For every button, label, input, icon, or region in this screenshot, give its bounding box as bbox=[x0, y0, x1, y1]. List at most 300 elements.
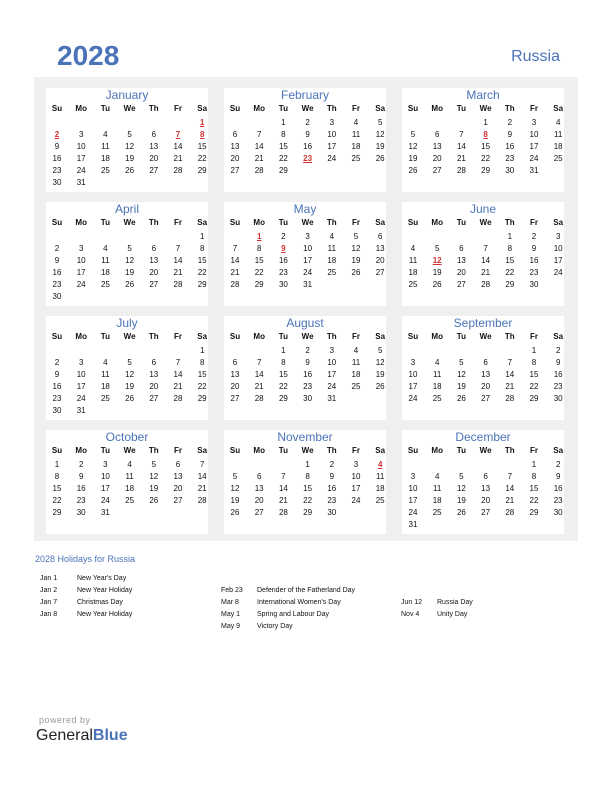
day-cell: 17 bbox=[76, 154, 86, 163]
holiday-date: May 1 bbox=[221, 611, 241, 618]
day-cell: 7 bbox=[281, 472, 286, 481]
day-cell: 4 bbox=[353, 118, 359, 127]
weekday-header: Sa bbox=[197, 446, 208, 455]
month-name: July bbox=[116, 316, 138, 330]
day-cell: 22 bbox=[529, 496, 539, 505]
weekday-header: We bbox=[479, 446, 492, 455]
day-cell: 25 bbox=[375, 496, 385, 505]
day-cell: 24 bbox=[408, 508, 418, 517]
day-cell: 5 bbox=[232, 472, 238, 481]
day-cell: 23 bbox=[278, 268, 288, 277]
month-january bbox=[46, 88, 208, 192]
day-cell: 21 bbox=[254, 382, 264, 391]
day-cell: 2 bbox=[78, 460, 84, 469]
day-cell: 19 bbox=[408, 154, 418, 163]
day-cell: 8 bbox=[281, 130, 286, 139]
holiday-name: Victory Day bbox=[257, 623, 293, 630]
weekday-header: Fr bbox=[352, 446, 360, 455]
weekday-header: Tu bbox=[278, 332, 288, 341]
weekday-header: Tu bbox=[456, 332, 466, 341]
day-cell: 21 bbox=[278, 496, 288, 505]
day-cell: 15 bbox=[254, 256, 264, 265]
day-cell: 16 bbox=[553, 484, 563, 493]
day-cell: 4 bbox=[353, 346, 359, 355]
holiday-name: Unity Day bbox=[437, 611, 468, 618]
weekday-header: Fr bbox=[174, 104, 182, 113]
month-may bbox=[224, 202, 386, 306]
day-cell: 9 bbox=[54, 142, 60, 151]
month-march bbox=[402, 88, 564, 192]
day-cell: 11 bbox=[327, 244, 336, 253]
day-cell: 1 bbox=[305, 460, 310, 469]
day-cell: 10 bbox=[76, 256, 86, 265]
day-cell: 27 bbox=[230, 394, 240, 403]
day-cell: 31 bbox=[76, 406, 86, 415]
day-cell: 18 bbox=[100, 382, 110, 391]
day-cell: 1 bbox=[507, 232, 513, 241]
day-cell: 6 bbox=[151, 244, 157, 253]
weekday-header: Th bbox=[148, 218, 159, 227]
day-cell: 29 bbox=[529, 394, 539, 403]
day-cell: 27 bbox=[254, 508, 264, 517]
day-cell: 8 bbox=[305, 472, 310, 481]
day-cell: 24 bbox=[303, 268, 313, 277]
weekday-header: Fr bbox=[174, 332, 182, 341]
day-cell: 16 bbox=[278, 256, 288, 265]
day-cell: 3 bbox=[78, 244, 84, 253]
day-cell: 12 bbox=[408, 142, 418, 151]
day-cell: 12 bbox=[456, 370, 466, 379]
day-cell: 3 bbox=[555, 232, 561, 241]
day-cell: 23 bbox=[553, 382, 563, 391]
day-cell: 17 bbox=[553, 256, 563, 265]
weekday-header: Th bbox=[148, 446, 159, 455]
day-cell: 15 bbox=[197, 370, 207, 379]
day-cell: 8 bbox=[531, 358, 537, 367]
weekday-header: Th bbox=[504, 218, 515, 227]
weekday-header: Su bbox=[407, 218, 419, 227]
day-cell: 27 bbox=[481, 394, 491, 403]
holiday-date: May 9 bbox=[221, 623, 241, 630]
day-cell: 21 bbox=[173, 382, 183, 391]
day-cell: 11 bbox=[408, 256, 418, 265]
weekday-header: Tu bbox=[278, 446, 288, 455]
day-cell: 1 bbox=[54, 460, 60, 469]
day-cell: 8 bbox=[256, 244, 262, 253]
weekday-header: Mo bbox=[431, 218, 443, 227]
weekday-header: Th bbox=[326, 332, 337, 341]
day-cell: 26 bbox=[375, 154, 385, 163]
day-cell: 2 bbox=[54, 358, 60, 367]
day-cell: 29 bbox=[197, 280, 207, 289]
month-name: December bbox=[455, 430, 511, 444]
day-cell: 25 bbox=[553, 154, 563, 163]
day-cell: 23 bbox=[505, 154, 515, 163]
day-cell: 21 bbox=[230, 268, 240, 277]
weekday-header: Tu bbox=[100, 218, 110, 227]
day-cell: 30 bbox=[52, 292, 62, 301]
day-cell: 11 bbox=[433, 370, 442, 379]
day-cell: 25 bbox=[125, 496, 135, 505]
day-cell: 26 bbox=[456, 508, 466, 517]
weekday-header: Mo bbox=[253, 332, 265, 341]
month-december bbox=[402, 430, 564, 534]
day-cell: 6 bbox=[434, 130, 440, 139]
day-cell: 11 bbox=[351, 130, 361, 139]
day-cell: 24 bbox=[100, 496, 110, 505]
weekday-header: Su bbox=[229, 332, 241, 341]
day-cell: 22 bbox=[197, 268, 207, 277]
day-cell: 29 bbox=[529, 508, 539, 517]
weekday-header: Fr bbox=[530, 104, 538, 113]
day-cell: 21 bbox=[481, 268, 491, 277]
day-cell: 14 bbox=[254, 142, 264, 151]
day-cell: 15 bbox=[197, 256, 207, 265]
day-cell: 24 bbox=[76, 166, 86, 175]
day-cell: 15 bbox=[303, 484, 313, 493]
weekday-header: We bbox=[301, 332, 314, 341]
day-cell: 18 bbox=[432, 382, 442, 391]
weekday-header: Su bbox=[51, 446, 63, 455]
weekday-header: Th bbox=[326, 446, 337, 455]
holiday-day: 2 bbox=[54, 130, 60, 139]
weekday-header: Sa bbox=[375, 218, 386, 227]
day-cell: 25 bbox=[100, 166, 110, 175]
day-cell: 24 bbox=[327, 154, 337, 163]
day-cell: 24 bbox=[529, 154, 539, 163]
weekday-header: Su bbox=[229, 446, 241, 455]
day-cell: 20 bbox=[456, 268, 466, 277]
weekday-header: Sa bbox=[375, 332, 386, 341]
day-cell: 2 bbox=[555, 346, 561, 355]
day-cell: 28 bbox=[254, 394, 264, 403]
day-cell: 3 bbox=[305, 232, 310, 241]
day-cell: 16 bbox=[52, 268, 62, 277]
day-cell: 12 bbox=[456, 484, 466, 493]
day-cell: 12 bbox=[230, 484, 240, 493]
day-cell: 29 bbox=[52, 508, 62, 517]
day-cell: 16 bbox=[529, 256, 539, 265]
day-cell: 9 bbox=[54, 256, 60, 265]
day-cell: 26 bbox=[456, 394, 466, 403]
day-cell: 30 bbox=[505, 166, 515, 175]
day-cell: 28 bbox=[505, 394, 515, 403]
weekday-header: Fr bbox=[352, 332, 360, 341]
day-cell: 25 bbox=[408, 280, 418, 289]
holiday-name: New Year Holiday bbox=[77, 611, 133, 618]
holiday-name: Defender of the Fatherland Day bbox=[257, 587, 356, 594]
day-cell: 20 bbox=[481, 382, 491, 391]
day-cell: 18 bbox=[100, 154, 110, 163]
weekday-header: We bbox=[123, 104, 136, 113]
day-cell: 16 bbox=[76, 484, 86, 493]
day-cell: 12 bbox=[125, 142, 135, 151]
day-cell: 7 bbox=[175, 358, 181, 367]
holiday-name: Spring and Labour Day bbox=[257, 611, 329, 618]
day-cell: 2 bbox=[329, 460, 335, 469]
day-cell: 22 bbox=[481, 154, 491, 163]
day-cell: 5 bbox=[377, 346, 383, 355]
month-july bbox=[46, 316, 208, 420]
day-cell: 15 bbox=[481, 142, 491, 151]
day-cell: 21 bbox=[173, 154, 183, 163]
day-cell: 27 bbox=[149, 280, 159, 289]
day-cell: 26 bbox=[408, 166, 418, 175]
day-cell: 21 bbox=[505, 382, 515, 391]
day-cell: 18 bbox=[351, 370, 361, 379]
day-cell: 28 bbox=[197, 496, 207, 505]
day-cell: 17 bbox=[100, 484, 110, 493]
day-cell: 3 bbox=[353, 460, 359, 469]
day-cell: 19 bbox=[351, 256, 361, 265]
day-cell: 10 bbox=[327, 358, 337, 367]
day-cell: 6 bbox=[151, 130, 157, 139]
holiday-day: 1 bbox=[199, 118, 205, 127]
day-cell: 26 bbox=[432, 280, 442, 289]
day-cell: 16 bbox=[52, 382, 62, 391]
month-name: October bbox=[105, 430, 149, 444]
weekday-header: We bbox=[123, 446, 136, 455]
day-cell: 7 bbox=[507, 472, 513, 481]
month-name: June bbox=[469, 202, 497, 216]
day-cell: 12 bbox=[351, 244, 361, 253]
day-cell: 10 bbox=[76, 370, 86, 379]
day-cell: 4 bbox=[434, 358, 440, 367]
month-september bbox=[402, 316, 564, 420]
day-cell: 27 bbox=[375, 268, 385, 277]
day-cell: 6 bbox=[232, 130, 238, 139]
day-cell: 3 bbox=[531, 118, 537, 127]
day-cell: 28 bbox=[173, 394, 183, 403]
day-cell: 6 bbox=[232, 358, 238, 367]
weekday-header: Fr bbox=[174, 446, 182, 455]
weekday-header: Tu bbox=[100, 332, 110, 341]
day-cell: 25 bbox=[100, 280, 110, 289]
day-cell: 5 bbox=[127, 244, 132, 253]
day-cell: 5 bbox=[151, 460, 157, 469]
day-cell: 16 bbox=[553, 370, 563, 379]
day-cell: 21 bbox=[254, 154, 264, 163]
holiday-date: Jan 7 bbox=[40, 599, 58, 606]
day-cell: 27 bbox=[173, 496, 183, 505]
day-cell: 23 bbox=[553, 496, 563, 505]
day-cell: 10 bbox=[529, 130, 539, 139]
day-cell: 29 bbox=[303, 508, 313, 517]
day-cell: 22 bbox=[197, 382, 207, 391]
day-cell: 3 bbox=[78, 358, 84, 367]
weekday-header: Mo bbox=[75, 218, 87, 227]
holiday-day: 8 bbox=[483, 130, 488, 139]
day-cell: 16 bbox=[52, 154, 62, 163]
day-cell: 10 bbox=[351, 472, 361, 481]
weekday-header: Tu bbox=[100, 104, 110, 113]
holiday-date: Jan 2 bbox=[40, 587, 58, 594]
day-cell: 14 bbox=[230, 256, 240, 265]
day-cell: 26 bbox=[149, 496, 159, 505]
brand-blue: Blue bbox=[92, 727, 128, 744]
day-cell: 25 bbox=[351, 154, 361, 163]
holiday-name: Russia Day bbox=[437, 599, 473, 606]
day-cell: 27 bbox=[230, 166, 240, 175]
day-cell: 17 bbox=[408, 382, 418, 391]
month-name: May bbox=[293, 202, 317, 216]
day-cell: 2 bbox=[281, 232, 286, 241]
day-cell: 1 bbox=[199, 232, 205, 241]
day-cell: 2 bbox=[305, 118, 310, 127]
day-cell: 20 bbox=[432, 154, 442, 163]
day-cell: 4 bbox=[103, 130, 108, 139]
day-cell: 11 bbox=[125, 472, 134, 481]
weekday-header: Th bbox=[504, 446, 515, 455]
day-cell: 20 bbox=[230, 382, 240, 391]
day-cell: 18 bbox=[327, 256, 337, 265]
weekday-header: We bbox=[123, 218, 136, 227]
day-cell: 5 bbox=[127, 358, 132, 367]
day-cell: 28 bbox=[456, 166, 466, 175]
weekday-header: Sa bbox=[375, 446, 386, 455]
day-cell: 11 bbox=[433, 484, 442, 493]
day-cell: 11 bbox=[554, 130, 563, 139]
month-name: April bbox=[114, 202, 139, 216]
month-june bbox=[402, 202, 564, 306]
weekday-header: Mo bbox=[75, 104, 87, 113]
day-cell: 27 bbox=[432, 166, 442, 175]
holiday-date: Mar 8 bbox=[221, 599, 239, 606]
day-cell: 18 bbox=[553, 142, 563, 151]
weekday-header: Th bbox=[326, 104, 337, 113]
weekday-header: Mo bbox=[431, 104, 443, 113]
day-cell: 30 bbox=[52, 406, 62, 415]
day-cell: 11 bbox=[101, 370, 110, 379]
day-cell: 5 bbox=[459, 472, 464, 481]
weekday-header: We bbox=[479, 218, 492, 227]
day-cell: 30 bbox=[553, 508, 563, 517]
day-cell: 19 bbox=[125, 154, 135, 163]
weekday-header: Th bbox=[504, 332, 515, 341]
holiday-date: Jun 12 bbox=[401, 599, 423, 606]
day-cell: 16 bbox=[303, 142, 313, 151]
day-cell: 19 bbox=[375, 142, 385, 151]
day-cell: 10 bbox=[408, 484, 418, 493]
day-cell: 18 bbox=[432, 496, 442, 505]
day-cell: 15 bbox=[52, 484, 62, 493]
holiday-day: 4 bbox=[377, 460, 383, 469]
day-cell: 10 bbox=[408, 370, 418, 379]
day-cell: 4 bbox=[127, 460, 132, 469]
day-cell: 27 bbox=[481, 508, 491, 517]
day-cell: 24 bbox=[76, 280, 86, 289]
day-cell: 22 bbox=[303, 496, 313, 505]
holiday-date: Jan 1 bbox=[40, 575, 58, 582]
day-cell: 3 bbox=[410, 472, 416, 481]
day-cell: 14 bbox=[197, 472, 207, 481]
holiday-day: 9 bbox=[281, 244, 286, 253]
day-cell: 6 bbox=[459, 244, 464, 253]
month-name: September bbox=[453, 316, 513, 330]
day-cell: 31 bbox=[529, 166, 539, 175]
day-cell: 1 bbox=[199, 346, 205, 355]
day-cell: 13 bbox=[230, 142, 240, 151]
month-august bbox=[224, 316, 386, 420]
day-cell: 12 bbox=[125, 370, 135, 379]
weekday-header: Mo bbox=[431, 332, 443, 341]
day-cell: 25 bbox=[432, 508, 442, 517]
weekday-header: Su bbox=[51, 218, 63, 227]
day-cell: 31 bbox=[100, 508, 110, 517]
holiday-day: 7 bbox=[175, 130, 181, 139]
day-cell: 7 bbox=[507, 358, 513, 367]
day-cell: 31 bbox=[327, 394, 337, 403]
day-cell: 13 bbox=[149, 256, 159, 265]
weekday-header: Tu bbox=[456, 104, 466, 113]
day-cell: 24 bbox=[553, 268, 563, 277]
day-cell: 13 bbox=[230, 370, 240, 379]
day-cell: 12 bbox=[149, 472, 159, 481]
day-cell: 8 bbox=[54, 472, 60, 481]
weekday-header: Mo bbox=[253, 446, 265, 455]
holiday-name: New Year Holiday bbox=[77, 587, 133, 594]
generalblue-logo bbox=[36, 727, 128, 745]
day-cell: 5 bbox=[459, 358, 464, 367]
weekday-header: Su bbox=[51, 332, 63, 341]
day-cell: 5 bbox=[377, 118, 383, 127]
day-cell: 22 bbox=[197, 154, 207, 163]
day-cell: 14 bbox=[173, 142, 183, 151]
weekday-header: Mo bbox=[253, 104, 265, 113]
day-cell: 15 bbox=[278, 142, 288, 151]
day-cell: 28 bbox=[230, 280, 240, 289]
day-cell: 9 bbox=[555, 472, 561, 481]
day-cell: 1 bbox=[531, 460, 537, 469]
holiday-date: Jan 8 bbox=[40, 611, 58, 618]
weekday-header: Su bbox=[229, 104, 241, 113]
day-cell: 2 bbox=[507, 118, 513, 127]
day-cell: 6 bbox=[483, 358, 488, 367]
day-cell: 9 bbox=[305, 358, 310, 367]
day-cell: 3 bbox=[78, 130, 84, 139]
day-cell: 9 bbox=[555, 358, 561, 367]
day-cell: 6 bbox=[377, 232, 383, 241]
day-cell: 17 bbox=[351, 484, 361, 493]
weekday-header: We bbox=[479, 332, 492, 341]
day-cell: 10 bbox=[553, 244, 563, 253]
weekday-header: Sa bbox=[553, 218, 564, 227]
weekday-header: We bbox=[301, 104, 314, 113]
day-cell: 23 bbox=[52, 166, 62, 175]
day-cell: 31 bbox=[408, 520, 418, 529]
day-cell: 14 bbox=[173, 256, 183, 265]
day-cell: 9 bbox=[78, 472, 84, 481]
weekday-header: Fr bbox=[530, 218, 538, 227]
day-cell: 23 bbox=[327, 496, 337, 505]
day-cell: 19 bbox=[432, 268, 442, 277]
day-cell: 6 bbox=[151, 358, 157, 367]
day-cell: 13 bbox=[481, 484, 491, 493]
day-cell: 26 bbox=[230, 508, 240, 517]
day-cell: 16 bbox=[505, 142, 515, 151]
day-cell: 14 bbox=[505, 484, 515, 493]
day-cell: 8 bbox=[199, 244, 205, 253]
weekday-header: Sa bbox=[553, 332, 564, 341]
day-cell: 17 bbox=[76, 268, 86, 277]
day-cell: 7 bbox=[199, 460, 205, 469]
month-name: January bbox=[105, 88, 149, 102]
holiday-day: 1 bbox=[256, 232, 262, 241]
day-cell: 18 bbox=[100, 268, 110, 277]
day-cell: 26 bbox=[125, 166, 135, 175]
holiday-name: New Year's Day bbox=[77, 575, 127, 582]
day-cell: 25 bbox=[327, 268, 337, 277]
